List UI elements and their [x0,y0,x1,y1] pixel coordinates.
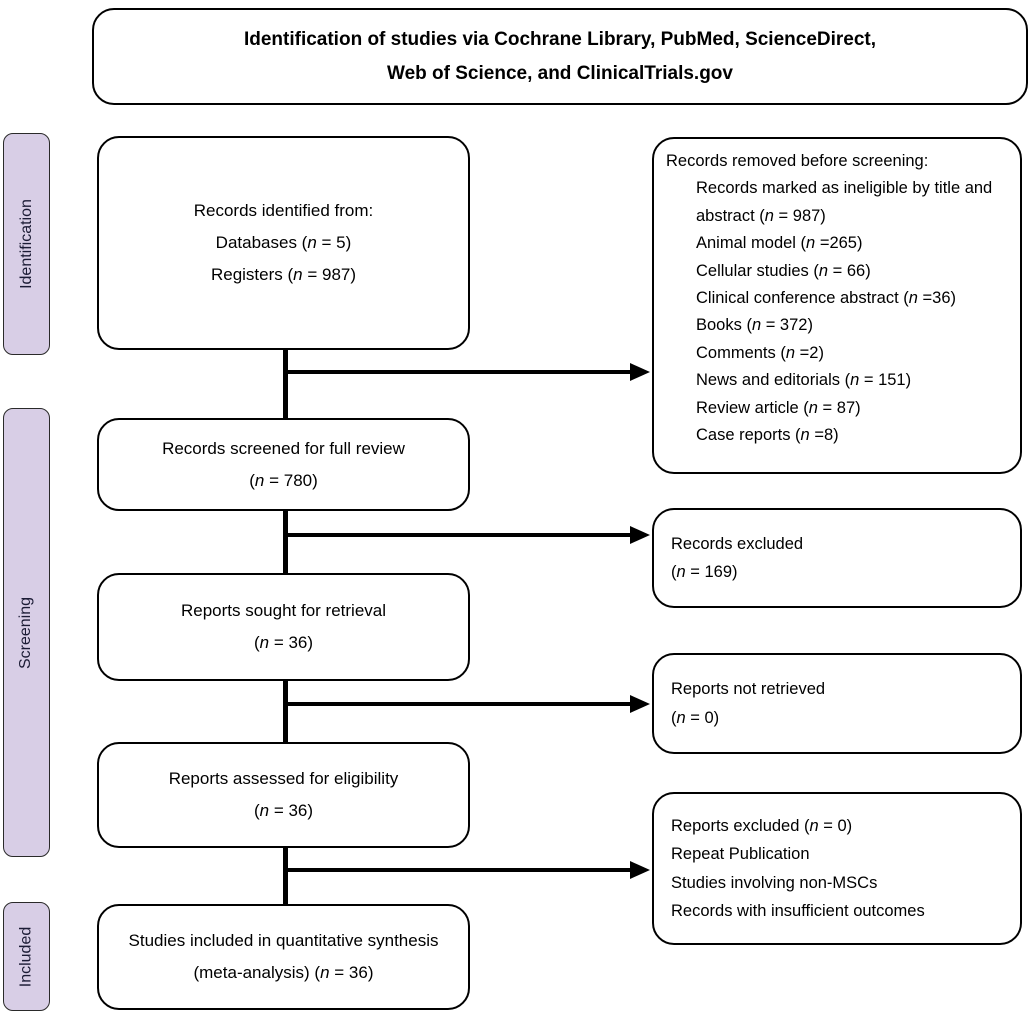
text-line: Databases (n = 5) [215,233,352,252]
text-line: (meta-analysis) (n = 36) [193,963,374,982]
text-line: Books (n = 372) [696,316,813,335]
connector-assessed-to-included [283,846,288,906]
connector-identified-to-screened [283,348,288,420]
diagram-title-line1: Identification of studies via Cochrane Library, PubMed, ScienceDirect, [243,28,877,50]
text-line: Comments (n =2) [696,343,824,362]
text-line: Studies included in quantitative synthesis [128,931,439,950]
text-line: Records with insufficient outcomes [671,902,925,920]
connector-screened-to-sought [283,509,288,575]
stage-screening-label: Screening [17,596,35,669]
text-line: (n = 36) [253,633,314,652]
box-records-excluded [652,508,1022,608]
diagram-title-box [92,8,1028,105]
text-line: (n = 780) [249,470,318,490]
text-line: (n = 0) [671,708,720,727]
text-line: Reports not retrieved [671,680,826,698]
text-line: Case reports (n =8) [696,426,839,445]
text-line: Records marked as ineligible by title and abstract (n = 987) [696,179,993,225]
box-reports-not-retrieved [652,653,1022,754]
connector-sought-to-assessed [283,679,288,744]
box-records-identified [97,136,470,350]
arrow-to-reports-not-retrieved [285,702,630,706]
box-records-removed [652,137,1022,474]
stage-identification [3,133,50,355]
diagram-title-line2: Web of Science, and ClinicalTrials.gov [387,62,733,84]
stage-identification-label: Identification [17,199,35,289]
arrow-to-records-excluded [285,533,630,537]
text-line: Reports assessed for eligibility [168,769,399,788]
text-line: Cellular studies (n = 66) [696,261,871,280]
stage-included-label: Included [17,926,35,987]
text-line: Clinical conference abstract (n =36) [696,289,957,308]
arrow-to-reports-excluded [285,868,630,872]
box-reports-assessed [97,742,470,848]
box-reports-sought [97,573,470,681]
records-removed-items [666,175,1014,449]
text-line: (n = 36) [253,801,314,820]
text-line: Repeat Publication [671,845,810,863]
arrow-to-records-removed [285,370,630,374]
text-line: Animal model (n =265) [696,234,863,253]
box-records-screened [97,418,470,511]
records-removed-heading: Records removed before screening: [666,152,929,170]
text-line: Registers (n = 987) [210,265,357,284]
stage-screening [3,408,50,857]
text-line: Records excluded [671,534,804,553]
text-line: Records identified from: [193,201,374,220]
stage-included [3,902,50,1011]
box-reports-excluded [652,792,1022,945]
text-line: Review article (n = 87) [696,398,861,417]
text-line: Reports sought for retrieval [180,601,387,620]
text-line: News and editorials (n = 151) [696,371,912,390]
text-line: (n = 169) [671,563,738,581]
box-studies-included [97,904,470,1010]
text-line: Reports excluded (n = 0) [671,816,853,835]
text-line: Records screened for full review [162,438,405,458]
text-line: Studies involving non-MSCs [671,873,878,892]
